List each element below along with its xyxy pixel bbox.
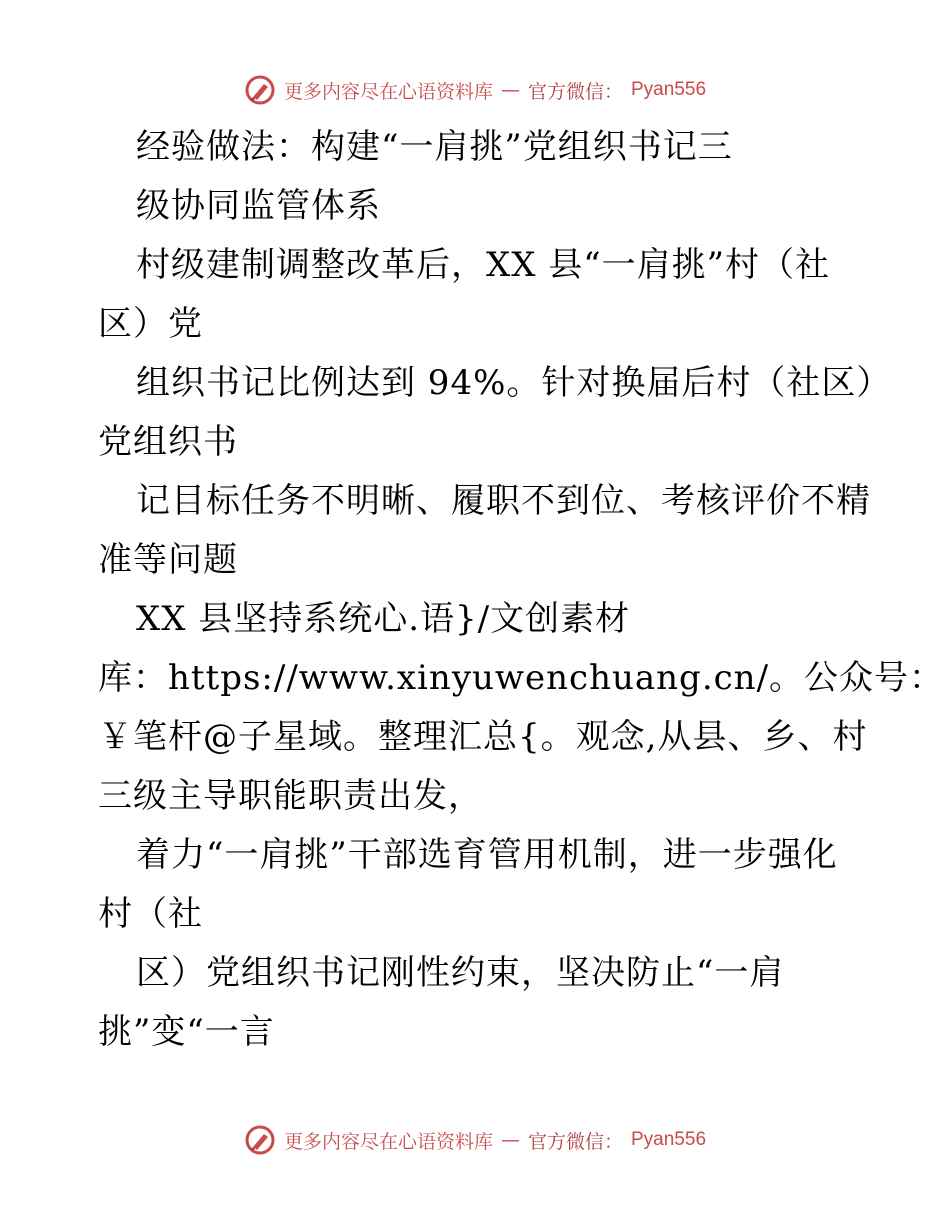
text-line: 村级建制调整改革后，XX 县“一肩挑”村（社: [136, 245, 830, 285]
pen-logo-icon: [244, 1124, 276, 1156]
banner-title: 更多内容尽在心语资料库: [283, 80, 493, 103]
text-line: 挑”变“一言: [98, 1012, 275, 1052]
text-line: 村（社: [98, 894, 203, 934]
banner-separator: —: [500, 1129, 520, 1151]
document-body: [98, 118, 945, 1062]
banner-title: 更多内容尽在心语资料库: [283, 1130, 493, 1153]
wechat-label: 官方微信：: [527, 1130, 623, 1153]
text-line: 党组织书: [98, 422, 238, 462]
banner-separator: —: [500, 79, 520, 101]
text-line: XX 县坚持系统心.语}/文创素材: [136, 599, 631, 639]
text-line: 级协同监管体系: [136, 186, 381, 226]
wechat-id: Pyan556: [631, 1129, 707, 1150]
text-line: 准等问题: [98, 540, 238, 580]
pen-logo-icon: [244, 74, 276, 106]
footer-banner: [0, 1120, 950, 1160]
wechat-label: 官方微信：: [527, 80, 623, 103]
text-line: 记目标任务不明晰、履职不到位、考核评价不精: [136, 481, 871, 521]
text-line: 着力“一肩挑”干部选育管用机制，进一步强化: [136, 835, 838, 875]
text-line: 库：https://www.xinyuwenchuang.cn/。公众号：: [98, 658, 945, 698]
text-line: 三级主导职能职责出发，: [98, 776, 483, 816]
text-line: ￥笔杆@子星域。整理汇总{。观念,从县、乡、村: [98, 717, 868, 757]
wechat-id: Pyan556: [631, 79, 707, 100]
text-line: 组织书记比例达到 94%。针对换届后村（社区）: [136, 363, 892, 403]
header-banner: [0, 70, 950, 110]
text-line: 经验做法：构建“一肩挑”党组织书记三: [136, 127, 733, 167]
text-line: 区）党: [98, 304, 203, 344]
text-line: 区）党组织书记刚性约束，坚决防止“一肩: [136, 953, 785, 993]
